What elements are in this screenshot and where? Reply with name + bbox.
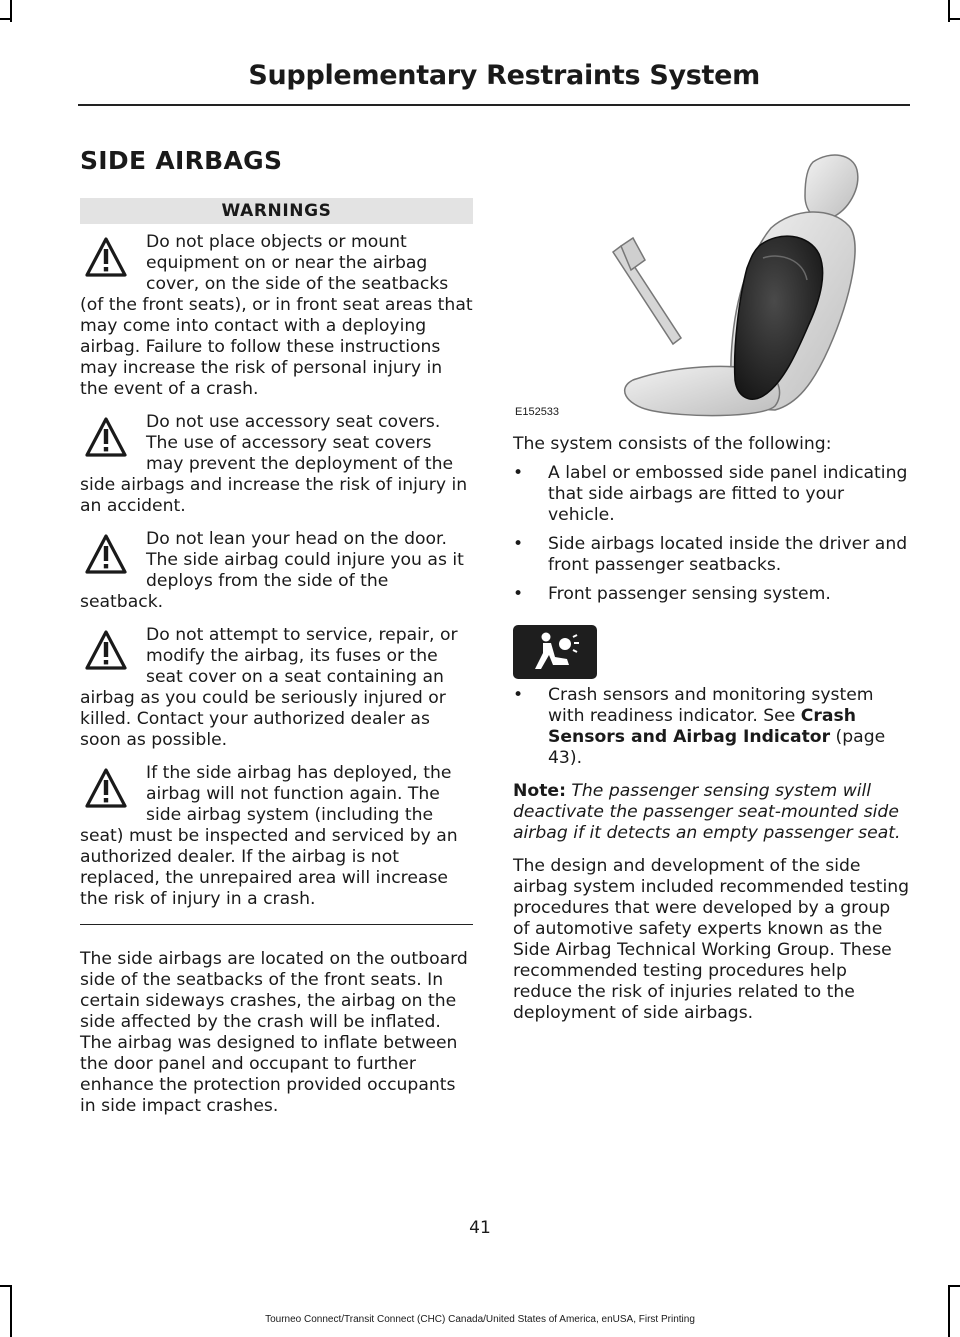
warning-triangle-icon bbox=[84, 236, 128, 279]
warning-text: Do not lean your head on the door. The side airbag could injure you as it deploys from the side of the seatback. bbox=[80, 529, 464, 612]
left-column bbox=[80, 198, 473, 1117]
crop-mark bbox=[948, 1285, 950, 1337]
system-intro: The system consists of the following: bbox=[513, 434, 832, 454]
warning-triangle-icon bbox=[84, 629, 128, 672]
crop-mark bbox=[950, 18, 960, 20]
warning-text: Do not place objects or mount equipment on or near the airbag cover, on the side of the seatbacks (of the front seats), or in front seat areas that may come into contact with a deploying airbag. Failure to follow these instructions may increase the risk of personal injury in the event of a crash. bbox=[80, 232, 473, 399]
page-header-title: Supplementary Restraints System bbox=[248, 60, 760, 91]
page-number: 41 bbox=[469, 1218, 491, 1238]
design-paragraph: The design and development of the side airbag system included recommended testing procedures that were developed by a group of automotive safety experts known as the Side Airbag Technical Working Group. These recommended testing procedures help reduce the risk of injuries related to the deployment of side airbags. bbox=[513, 856, 910, 1023]
warning-item bbox=[80, 529, 473, 613]
warning-text: Do not attempt to service, repair, or modify the airbag, its fuses or the seat cover on a seat containing an airbag as you could be seriously injured or killed. Contact your authorized dealer as soon as possible. bbox=[80, 625, 458, 750]
warning-item bbox=[80, 232, 473, 400]
warning-item bbox=[80, 412, 473, 517]
right-column bbox=[513, 148, 910, 1024]
warning-triangle-icon bbox=[84, 767, 128, 810]
crop-mark bbox=[10, 1285, 12, 1337]
list-item bbox=[513, 685, 910, 769]
note-text: The passenger sensing system will deactivate the passenger seat-mounted side airbag if it detects an empty passenger seat. bbox=[513, 781, 901, 843]
side-airbag-description: The side airbags are located on the outboard side of the seatbacks of the front seats. In certain sideways crashes, the airbag on the side affected by the crash will be inflated. The airbag was designed to inflate between the door panel and occupant to further enhance the protection provided occupants in side impact crashes. bbox=[80, 949, 468, 1116]
crop-mark bbox=[0, 1285, 10, 1287]
side-airbag-seat-illustration bbox=[513, 148, 910, 418]
warning-triangle-icon bbox=[84, 416, 128, 459]
illustration-code: E152533 bbox=[515, 406, 560, 418]
warnings-divider bbox=[80, 924, 473, 925]
airbag-indicator-glyph bbox=[513, 625, 597, 679]
page-footer: Tourneo Connect/Transit Connect (CHC) Canada/United States of America, enUSA, First Printing bbox=[265, 1314, 695, 1325]
crash-sensor-text: Crash sensors and monitoring system with readiness indicator. See bbox=[548, 685, 874, 726]
header-divider bbox=[78, 104, 910, 106]
warning-item bbox=[80, 625, 473, 751]
cross-reference-link[interactable]: Crash Sensors and Airbag Indicator bbox=[548, 706, 856, 747]
warning-item bbox=[80, 763, 473, 910]
page-reference: (page 43). bbox=[548, 727, 886, 768]
system-bullet-list bbox=[513, 463, 910, 605]
warning-triangle-icon bbox=[84, 533, 128, 576]
system-list-section bbox=[513, 434, 910, 1024]
warning-text: If the side airbag has deployed, the airbag will not function again. The side airbag system (including the seat) must be inspected and serviced by an authorized dealer. If the airbag is not replaced, the unrepaired area will increase the risk of injury in a crash. bbox=[80, 763, 458, 909]
seat-drawing bbox=[513, 148, 910, 418]
list-item: • Front passenger sensing system. bbox=[513, 584, 910, 605]
warnings-heading: WARNINGS bbox=[80, 198, 473, 224]
warning-text: Do not use accessory seat covers. The use of accessory seat covers may prevent the deployment of the side airbags and increase the risk of injury in an accident. bbox=[80, 412, 468, 516]
crop-mark bbox=[950, 1285, 960, 1287]
crop-mark bbox=[10, 0, 12, 22]
list-item: • Side airbags located inside the driver and front passenger seatbacks. bbox=[513, 534, 910, 576]
list-item: • A label or embossed side panel indicating that side airbags are fitted to your vehicle. bbox=[513, 463, 910, 526]
crash-sensor-list bbox=[513, 685, 910, 769]
crop-mark bbox=[0, 18, 10, 20]
airbag-indicator-icon bbox=[513, 625, 597, 679]
section-title: SIDE AIRBAGS bbox=[80, 146, 283, 175]
note-label: Note: bbox=[513, 781, 566, 801]
note-paragraph bbox=[513, 781, 910, 844]
